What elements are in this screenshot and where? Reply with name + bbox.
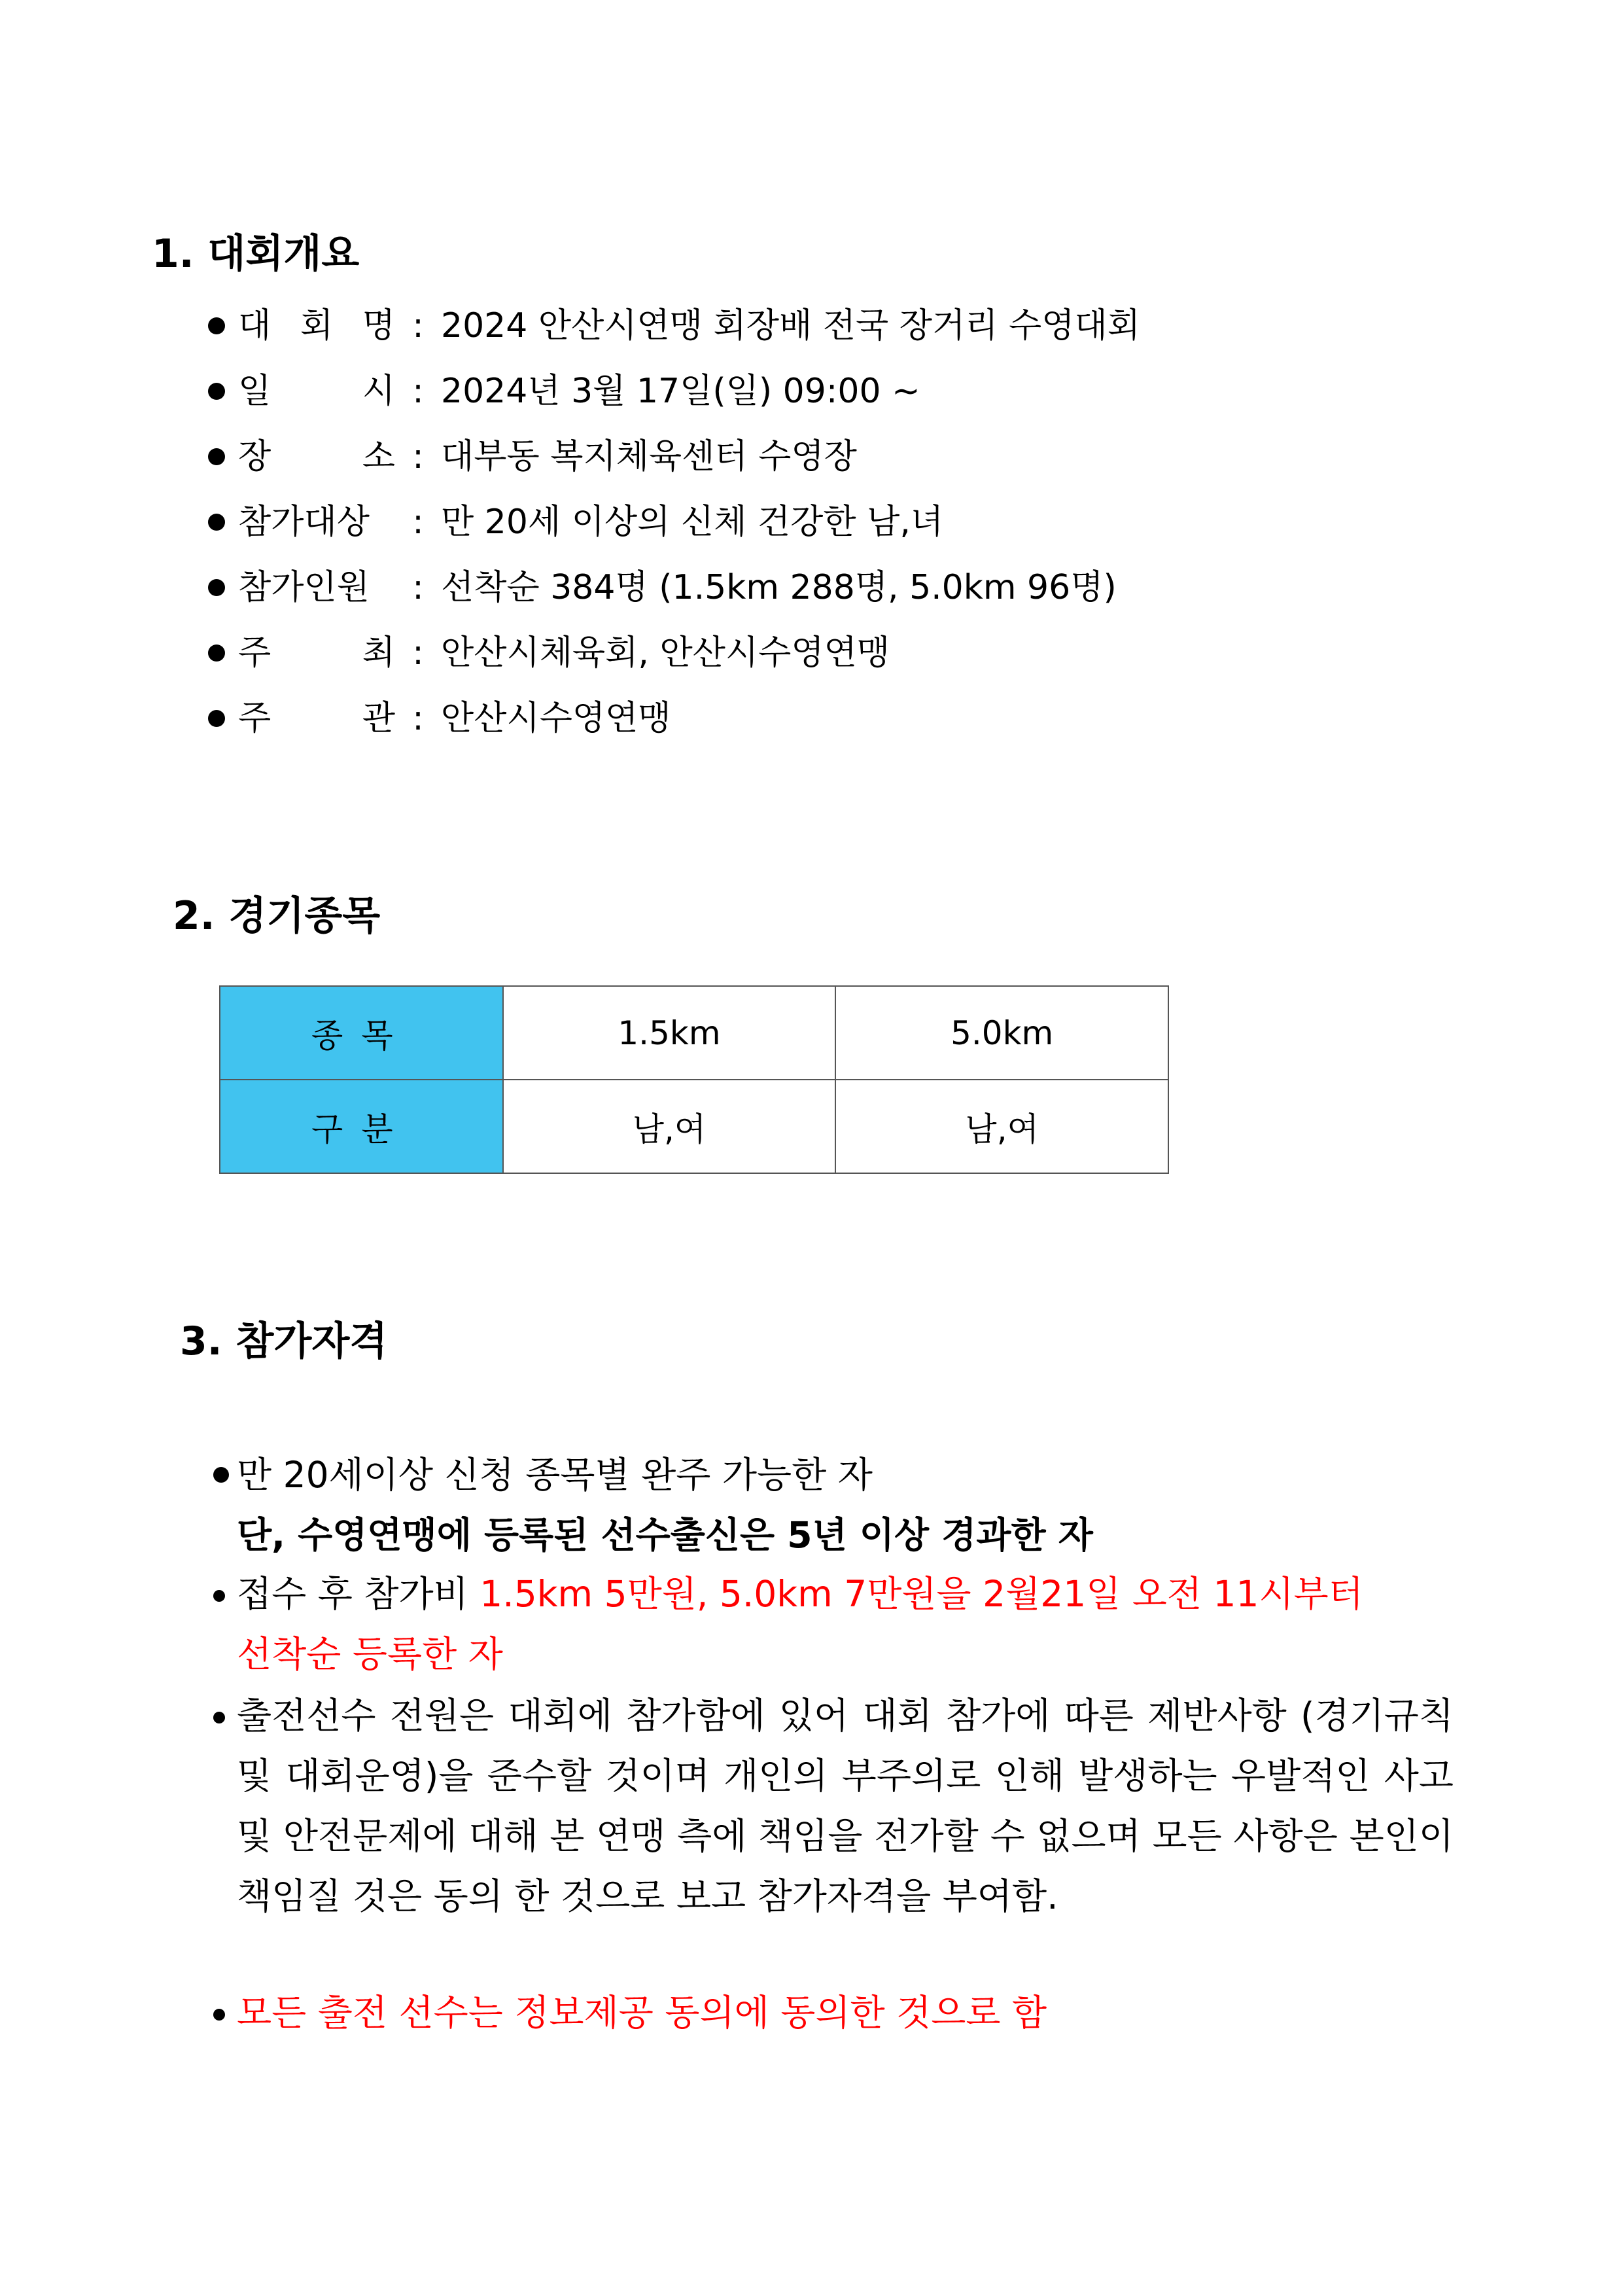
info-colon: : <box>412 633 424 673</box>
info-colon: : <box>412 699 424 738</box>
info-colon: : <box>412 372 424 411</box>
info-row-participants <box>208 561 1117 614</box>
table-row <box>220 1080 1168 1173</box>
info-colon: : <box>412 306 424 345</box>
qualification-item-3 <box>211 1686 1454 1926</box>
bullet-icon <box>208 710 225 727</box>
info-value: 안산시체육회, 안산시수영연맹 <box>441 633 890 673</box>
info-label: 일 시 <box>238 372 395 411</box>
bullet-icon <box>211 1686 237 1746</box>
bullet-icon <box>208 514 225 531</box>
qualification-text: 접수 후 참가비 <box>237 1573 480 1615</box>
info-row-date <box>208 365 920 417</box>
table-header-cell: 구분 <box>220 1080 503 1173</box>
section-3-title: 3. 참가자격 <box>180 1318 388 1364</box>
events-table <box>219 985 1169 1174</box>
table-cell: 남,여 <box>503 1080 836 1173</box>
bullet-icon <box>208 317 225 334</box>
qualification-fee-text: 선착순 등록한 자 <box>237 1633 503 1675</box>
info-label: 장 소 <box>238 437 395 476</box>
section-1-title: 1. 대회개요 <box>152 231 360 277</box>
info-value: 선착순 384명 (1.5km 288명, 5.0km 96명) <box>441 568 1117 607</box>
bullet-icon <box>211 1445 237 1505</box>
table-cell: 1.5km <box>503 986 836 1080</box>
info-row-venue <box>208 431 857 483</box>
bullet-icon <box>208 383 225 400</box>
qualification-text: 만 20세이상 신청 종목별 완주 가능한 자 <box>237 1454 873 1496</box>
info-label: 참가인원 <box>238 568 370 607</box>
info-value: 안산시수영연맹 <box>441 699 671 738</box>
info-row-organizer <box>208 692 671 745</box>
bullet-icon <box>208 579 225 596</box>
info-row-host <box>208 627 890 679</box>
info-colon: : <box>412 568 424 607</box>
info-colon: : <box>412 503 424 542</box>
info-value: 대부동 복지체육센터 수영장 <box>441 437 857 476</box>
bullet-icon <box>211 1564 237 1624</box>
bullet-icon <box>208 645 225 662</box>
info-label: 참가대상 <box>238 503 370 542</box>
bullet-icon <box>208 448 225 465</box>
qualification-fee-text: 1.5km 5만원, 5.0km 7만원을 2월21일 오전 11시부터 <box>480 1573 1363 1615</box>
table-cell: 남,여 <box>835 1080 1168 1173</box>
info-colon: : <box>412 437 424 476</box>
bullet-icon <box>211 1983 237 2043</box>
table-header-cell: 종목 <box>220 986 503 1080</box>
qualification-item-2 <box>211 1564 1454 1684</box>
qualification-note: 단, 수영연맹에 등록된 선수출신은 5년 이상 경과한 자 <box>237 1514 1093 1556</box>
info-value: 2024년 3월 17일(일) 09:00 ~ <box>441 372 920 411</box>
section-2-title: 2. 경기종목 <box>173 893 381 939</box>
info-row-eligibility <box>208 496 943 548</box>
info-value: 2024 안산시연맹 회장배 전국 장거리 수영대회 <box>441 306 1140 345</box>
info-label: 주 최 <box>238 633 395 673</box>
qualification-item-1 <box>211 1445 1454 1565</box>
qualification-item-4 <box>211 1983 1454 2043</box>
table-cell: 5.0km <box>835 986 1168 1080</box>
info-label: 주 관 <box>238 699 395 738</box>
info-label: 대 회 명 <box>238 306 395 345</box>
table-row <box>220 986 1168 1080</box>
info-value: 만 20세 이상의 신체 건강한 남,녀 <box>441 503 944 542</box>
info-row-name <box>208 300 1140 352</box>
qualification-text: 모든 출전 선수는 정보제공 동의에 동의한 것으로 함 <box>237 1992 1047 2034</box>
qualification-text: 출전선수 전원은 대회에 참가함에 있어 대회 참가에 따른 제반사항 (경기규칙 및 대회운영)을 준수할 것이며 개인의 부주의로 인해 발생하는 우발적인 사고 및 안전문제에 대해 본 연맹 측에 책임을 전가할 수 없으며 모든 사항은 본인이 책임질 것은 동의 한 것으로 보고 참가자격을 부여함. <box>237 1695 1454 1917</box>
